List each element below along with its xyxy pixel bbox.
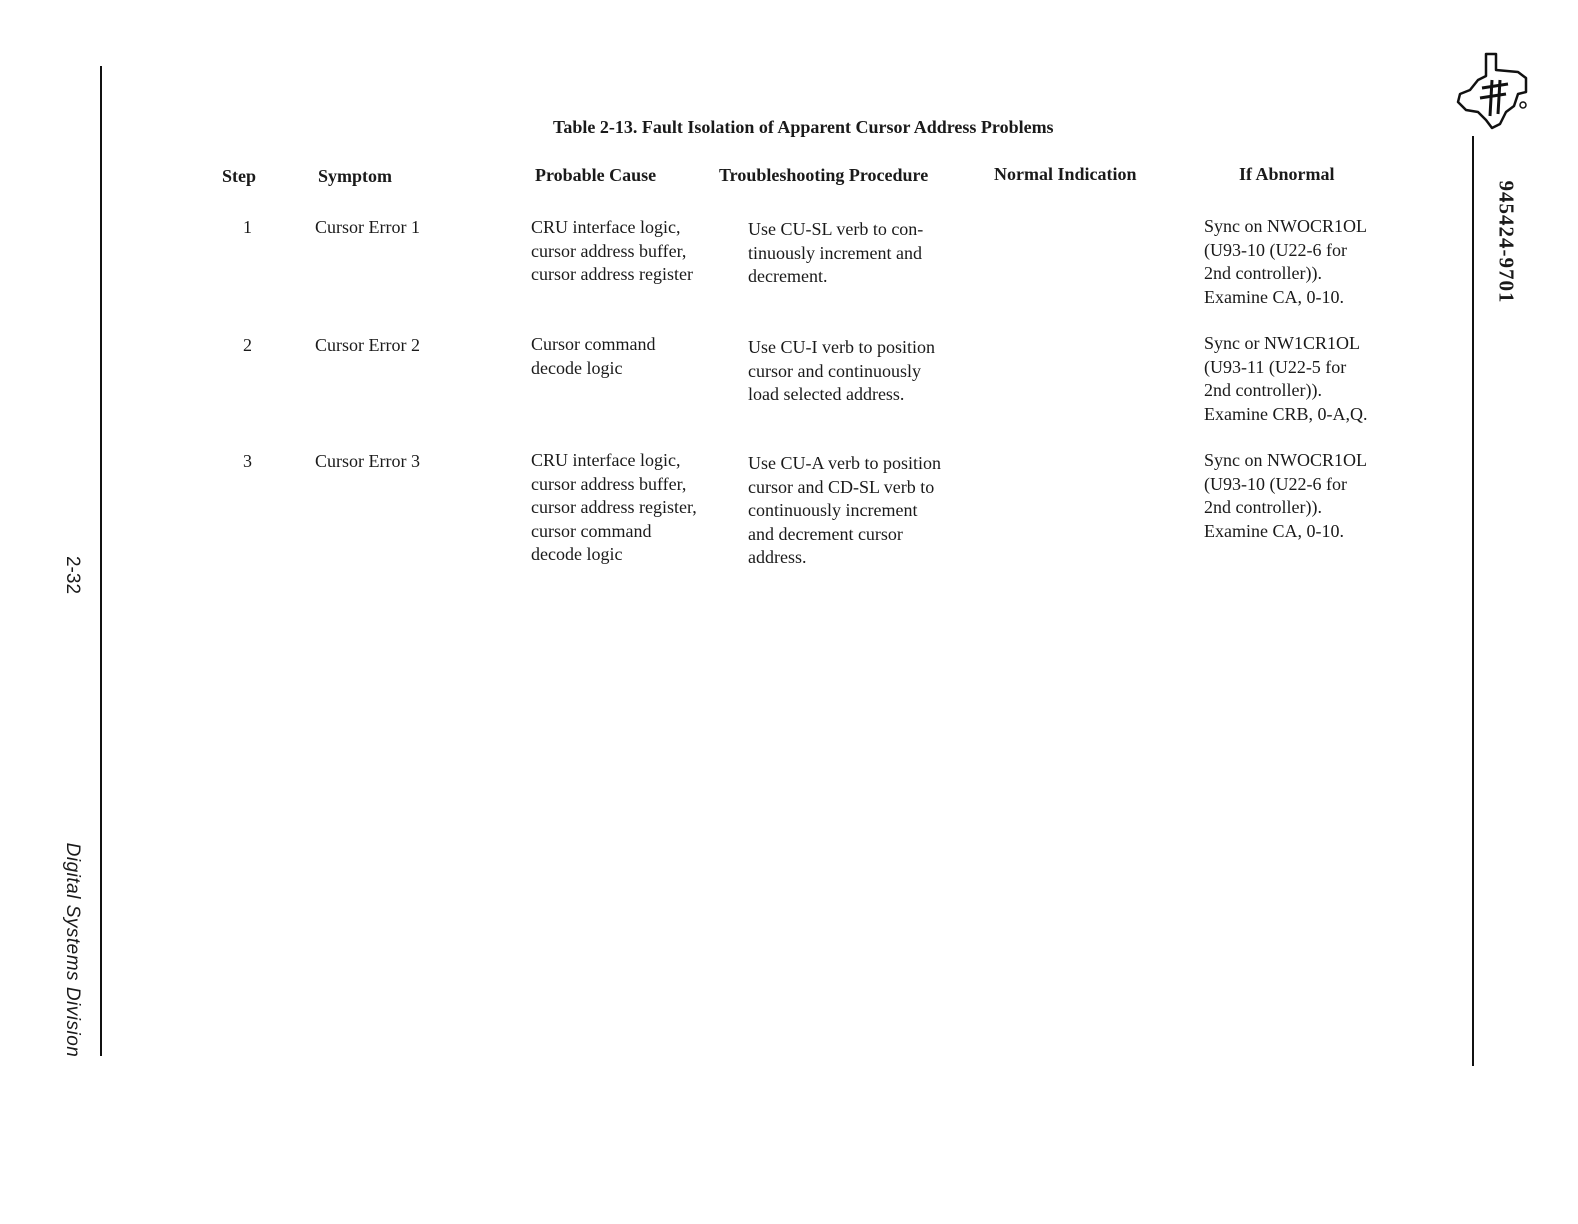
left-margin-rule — [100, 66, 102, 1056]
row-if-abnormal: Sync on NWOCR1OL (U93-10 (U22-6 for 2nd controller)). Examine CA, 0-10. — [1204, 450, 1367, 541]
header-normal-indication: Normal Indication — [994, 164, 1137, 184]
texas-state-logo-icon — [1452, 50, 1532, 132]
header-probable-cause: Probable Cause — [535, 165, 657, 185]
row-procedure: Use CU-I verb to position cursor and continuously load selected address. — [748, 337, 935, 404]
right-margin-rule — [1472, 136, 1474, 1066]
table-title: Table 2-13. Fault Isolation of Apparent Cursor Address Problems — [553, 117, 1054, 137]
page-number: 2-32 — [62, 555, 83, 595]
row-step: 1 — [243, 217, 252, 237]
header-step: Step — [222, 166, 257, 186]
row-step: 2 — [243, 335, 252, 355]
division-name: Digital Systems Division — [62, 842, 83, 1058]
row-procedure: Use CU-SL verb to con- tinuously increment and decrement. — [748, 219, 924, 286]
row-procedure: Use CU-A verb to position cursor and CD-SL verb to continuously increment and decrement cursor address. — [748, 453, 941, 567]
row-symptom: Cursor Error 3 — [315, 451, 420, 471]
row-probable-cause: CRU interface logic, cursor address buffer, cursor address register, cursor command decode logic — [531, 450, 697, 564]
row-symptom: Cursor Error 1 — [315, 217, 420, 237]
row-step: 3 — [243, 451, 252, 471]
row-if-abnormal: Sync on NWOCR1OL (U93-10 (U22-6 for 2nd controller)). Examine CA, 0-10. — [1204, 216, 1367, 307]
row-probable-cause: Cursor command decode logic — [531, 334, 656, 378]
row-symptom: Cursor Error 2 — [315, 335, 420, 355]
document-number: 945424-9701 — [1494, 180, 1519, 304]
row-probable-cause: CRU interface logic, cursor address buffer, cursor address register — [531, 217, 693, 284]
header-troubleshooting-procedure: Troubleshooting Procedure — [719, 165, 929, 185]
row-if-abnormal: Sync or NW1CR1OL (U93-11 (U22-5 for 2nd controller)). Examine CRB, 0-A,Q. — [1204, 333, 1368, 424]
header-symptom: Symptom — [318, 166, 393, 186]
header-if-abnormal: If Abnormal — [1239, 164, 1335, 184]
